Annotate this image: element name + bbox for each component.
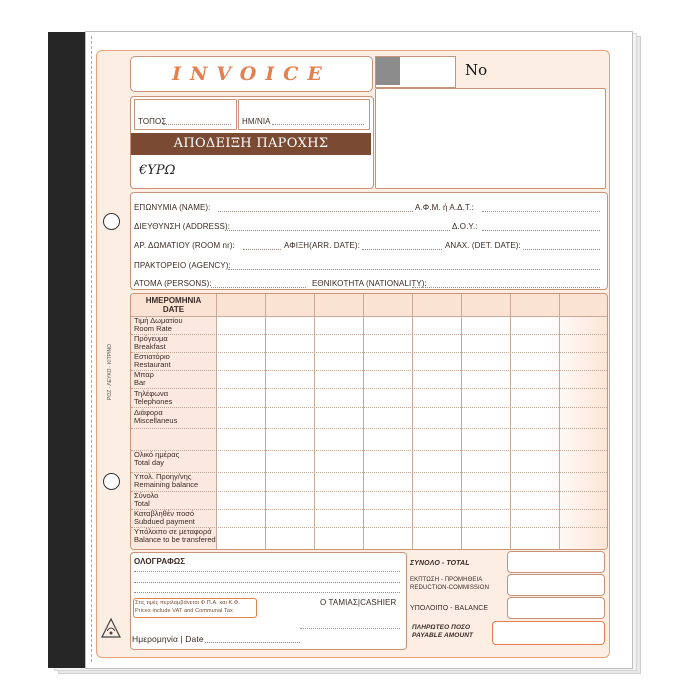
publisher-logo-icon: [100, 617, 122, 639]
name-label: ΕΠΩΝΥΜΙΑ (NAME):: [134, 203, 211, 212]
row-label-greek: Μπαρ: [134, 370, 154, 379]
binder-hole: [103, 213, 120, 230]
in-words-line[interactable]: [134, 571, 400, 572]
binder-hole: [103, 473, 120, 490]
total-amount-field[interactable]: [507, 551, 605, 573]
margin-print-text: ΡΟΖ · ΛΕΥΚΟ · ΚΙΤΡΙΝΟ: [107, 344, 113, 400]
row-divider: [131, 316, 607, 317]
vat-notice-greek: Στις τιμές περιλαμβάνεται Φ.Π.Α. και Κ.Φ.: [135, 600, 241, 606]
row-label-english: Total: [134, 499, 150, 508]
total-label: ΣΥΝΟΛΟ - TOTAL: [410, 560, 470, 567]
tax-office-label: Δ.Ο.Υ.:: [452, 222, 478, 231]
serial-number-strip: [376, 57, 400, 85]
arrival-label: ΑΦΙΞΗ(ARR. DATE):: [284, 241, 361, 250]
place-line: [163, 124, 231, 125]
in-words-line[interactable]: [134, 592, 400, 593]
address-label: ΔΙΕΥΘΥΝΣΗ (ADDRESS):: [134, 222, 231, 231]
payable-amount-field[interactable]: [492, 621, 605, 645]
nationality-line[interactable]: [412, 287, 600, 288]
footer-date-line[interactable]: [205, 642, 300, 643]
in-words-line[interactable]: [134, 582, 400, 583]
payable-label-greek: ΠΛΗΡΩΤΕΟ ΠΟΣΟ: [412, 624, 471, 631]
row-divider: [131, 509, 607, 510]
date-header-greek: ΗΜΕΡΟΜΗΝΙΑ: [145, 296, 202, 305]
nationality-label: ΕΘΝΙΚΟΤΗΤΑ (NATIONALITY):: [312, 279, 427, 288]
row-label-english: Telephones: [134, 397, 173, 406]
departure-line[interactable]: [523, 249, 600, 250]
row-divider: [131, 472, 607, 473]
column-divider: [363, 294, 364, 549]
column-divider: [510, 294, 511, 549]
row-label-greek: Καταβληθέν ποσό: [134, 509, 195, 518]
vat-notice-english: Prices include VAT and Communal Tax: [135, 608, 233, 614]
row-label-greek: Διάφορα: [134, 408, 163, 417]
balance-label: ΥΠΟΛΟΙΠΟ - BALANCE: [410, 605, 489, 612]
tax-id-label: Α.Φ.Μ. ή Α.Δ.Τ.:: [415, 203, 474, 212]
issuer-details-box: [375, 88, 606, 189]
row-divider: [131, 370, 607, 371]
row-label-english: Breakfast: [134, 342, 166, 351]
discount-amount-field[interactable]: [507, 574, 605, 596]
agency-line[interactable]: [228, 269, 600, 270]
column-divider: [265, 294, 266, 549]
tax-id-line[interactable]: [482, 211, 600, 212]
column-divider: [412, 294, 413, 549]
row-divider: [131, 428, 607, 429]
invoice-title: INVOICE: [130, 56, 373, 92]
number-label: No: [465, 61, 488, 79]
address-line[interactable]: [225, 230, 450, 231]
date-line: [272, 124, 364, 125]
column-divider: [461, 294, 462, 549]
row-divider: [131, 450, 607, 451]
cashier-label: Ο ΤΑΜΙΑΣ|CASHIER: [320, 598, 397, 607]
book-spine: [48, 32, 85, 668]
name-line[interactable]: [218, 211, 413, 212]
row-label-greek: Σύνολο: [134, 491, 159, 500]
row-label-english: Room Rate: [134, 324, 172, 333]
row-divider: [131, 334, 607, 335]
row-label-english: Balance to be transfered: [134, 535, 216, 544]
row-divider: [131, 388, 607, 389]
persons-line[interactable]: [211, 287, 306, 288]
receipt-banner: ΑΠΟΔΕΙΞΗ ΠΑΡΟΧΗΣ ΥΠΗΡΕΣΙΩΝ: [131, 133, 371, 155]
row-divider: [131, 491, 607, 492]
row-label-english: Bar: [134, 378, 146, 387]
persons-label: ΑΤΟΜΑ (PERSONS):: [134, 279, 212, 288]
column-divider: [216, 294, 217, 549]
tax-office-line[interactable]: [482, 230, 600, 231]
departure-label: ΑΝΑΧ. (DET. DATE):: [445, 241, 521, 250]
row-label-english: Total day: [134, 458, 165, 467]
row-divider: [131, 352, 607, 353]
discount-label-english: REDUCTION-COMMISSION: [410, 585, 489, 591]
row-label-greek: Υπόλοιπο σε μεταφορά: [134, 527, 212, 536]
column-divider: [314, 294, 315, 549]
row-label-greek: Υπολ. Προηγ/νης: [134, 472, 192, 481]
row-divider: [131, 407, 607, 408]
arrival-line[interactable]: [362, 249, 442, 250]
column-divider: [559, 294, 560, 549]
row-label-greek: Εστιατόριο: [134, 352, 170, 361]
perforation-line: [91, 36, 92, 662]
row-label-greek: Πρόγευμα: [134, 334, 168, 343]
cashier-signature-line[interactable]: [300, 628, 400, 629]
footer-date-label: Ημερομηνία | Date: [132, 634, 204, 644]
balance-amount-field[interactable]: [507, 597, 605, 619]
place-label: ΤΟΠΟΣ: [138, 117, 167, 126]
row-label-greek: Τιμή Δωματίου: [134, 316, 183, 325]
column-shade: [547, 316, 607, 549]
room-label: ΑΡ. ΔΩΜΑΤΙΟΥ (ROOM nr):: [134, 241, 235, 250]
room-line[interactable]: [243, 249, 281, 250]
date-label: ΗΜ/ΝΙΑ: [242, 117, 271, 126]
row-label-english: Miscellaneus: [134, 416, 178, 425]
row-label-english: Remaining balance: [134, 480, 199, 489]
payable-label-english: PAYABLE AMOUNT: [412, 632, 474, 639]
date-header-english: DATE: [162, 305, 185, 314]
agency-label: ΠΡΑΚΤΟΡΕΙΟ (AGENCY):: [134, 261, 231, 270]
charges-table: [130, 293, 608, 550]
row-label-english: Restaurant: [134, 360, 171, 369]
row-label-english: Subdued payment: [134, 517, 195, 526]
discount-label-greek: ΕΚΠΤΩΣΗ - ΠΡΟΜΗΘΕΙΑ: [410, 577, 483, 583]
row-label-greek: Ολικό ημέρας: [134, 450, 180, 459]
in-words-label: ΟΛΟΓΡΑΦΩΣ: [134, 557, 186, 566]
currency-label: €ΥΡΩ: [139, 163, 176, 178]
row-label-greek: Τηλέφωνα: [134, 389, 169, 398]
